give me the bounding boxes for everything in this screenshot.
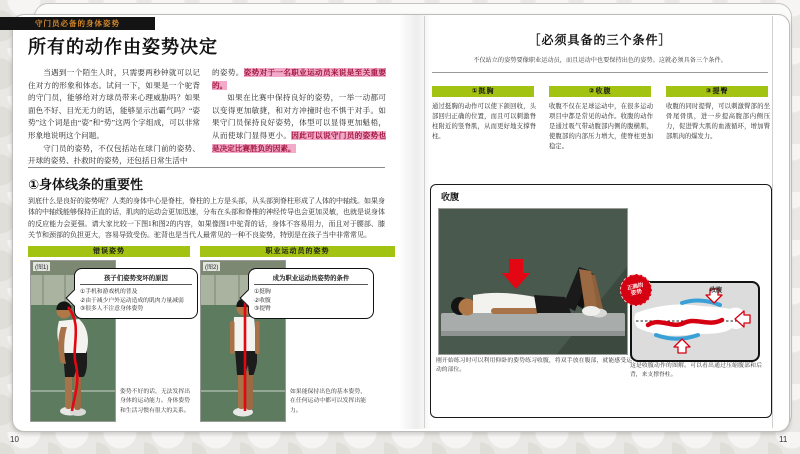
condition3-body: 收腹的同时提臀，可以刺激臀部的坐骨尾骨肌，进一步提高腹部内侧压力，促进臀大肌的血液循环，增加臀部肌肉的爆发力。: [666, 103, 770, 141]
right-page-title: ［必须具备的三个条件］: [528, 33, 672, 47]
figure2-bubble-item: ②收腹: [254, 297, 271, 304]
page-edge-line: [772, 16, 773, 428]
figure2-bubble-title: 成为职业运动员姿势的条件: [254, 273, 368, 285]
intro-paragraph-1: 当遇到一个陌生人时，只需要两秒钟就可以记住对方的形象和体态。试问一下，如果是一个驼背的守门员，能够给对方球员带来心理威胁吗？如果面色不好、目光无力的话，能够显示出霸气吗？“姿势”这个词是由“姿”和“势”这两个字组成，可以非常形象地说明这个问题。: [28, 68, 200, 140]
condition3-header: ③提臀: [666, 86, 768, 97]
condition1-body: 通过挺胸的动作可以使下颌回收，头部回归正确的位置，而且可以刺激脊柱附近的竖脊肌，从而更好地支撑脊柱。: [432, 103, 536, 141]
section-divider: [28, 167, 385, 168]
up-arrow-icon: [674, 339, 690, 353]
practice-box-title: 收腹: [441, 192, 460, 202]
condition2-body: 收腹不仅在足球运动中，在很多运动项目中都是常见的动作。收腹的动作是通过吸气带动腹部内侧的腹横肌，使腹部的内部压力增大，使脊柱更加稳定。: [549, 103, 653, 151]
intro-paragraph-2-continued: [212, 67, 386, 92]
figure1-bubble-item: ①手机和游戏机的普及: [80, 289, 138, 295]
section-body: 到底什么是良好的姿势呢？人类的身体中心是脊柱，脊柱的上方是头部，从头部到脊柱形成了人体的中轴线。如果身体的中轴线能够保持正直的话，肌肉的运动会更加迅速，分布在头部和脊椎的神经传导也会更加灵敏，也就是说身体的反应能力会更强。请大家比较一下图1和图2的内容，如果像图1中驼背的话，身体不容易用力，而且对于腰部、膝关节和颈部的负担更大，容易导致受伤。驼背也是当代人最常见的一种不良姿势，特别是在孩子当中非常常见。: [28, 197, 385, 239]
intro-column-1: [28, 67, 200, 168]
section-heading: ①身体线条的重要性: [28, 177, 144, 192]
figure2-label: (图2): [203, 262, 220, 271]
figure1-header-bar: 错误姿势: [28, 246, 190, 257]
condition1-header: ①挺胸: [432, 86, 534, 97]
figure2-caption: 如果能保持出色的基本姿势，在任何运动中都可以发挥出能力。: [290, 389, 366, 414]
figure1-bubble-item: ③很多人不注意身体姿势: [80, 306, 144, 313]
right-page-number: 11: [779, 435, 788, 444]
spine-line-icon: [648, 320, 722, 325]
lying-exercise-photo: [438, 208, 628, 355]
badge-text: 正确的姿势: [626, 282, 645, 298]
left-page-title: 所有的动作由姿势决定: [28, 37, 218, 57]
practice-photo-caption: 刚开始练习时可以利用仰卧的姿势练习收腹，将双手放在腹部，就能感受运动的部位。: [436, 358, 632, 374]
right-page-divider: [432, 72, 768, 73]
intro-lead-text: 的姿势。: [212, 68, 244, 77]
intro-column-2: [212, 67, 386, 155]
left-page-number: 10: [10, 435, 19, 444]
fold-line: [424, 16, 425, 428]
intro-paragraph-3: [212, 92, 386, 155]
figure1-bubble-item: ②由于减少户外运动造成的肌肉力量减弱: [80, 297, 184, 304]
figure2-header-bar: 职业运动员的姿势: [200, 246, 395, 257]
chapter-tab: 守门员必备的身体姿势: [0, 17, 155, 30]
figure2-bubble-item: ③提臀: [254, 306, 271, 313]
highlight-sentence-2: 因此可以说守门员的姿势也是决定比赛胜负的因素。: [212, 130, 387, 153]
figure1-label: (图1): [33, 262, 50, 271]
condition2-header: ②收腹: [549, 86, 651, 97]
diagram-label: 收腹: [710, 288, 723, 294]
figure1-callout-bubble: [74, 268, 198, 319]
figure1-bubble-title: 孩子们姿势变坏的原因: [80, 273, 192, 285]
intro-paragraph-3-text: 如果在比赛中保持良好的姿势，一举一动都可以变得更加敏捷，和对方冲撞时也不惧于对手。如果守门员保持良好姿势，体型可以显得更加魁梧，从而使球门显得更小。: [212, 93, 386, 140]
figure1-caption: 姿势不好的话，无法发挥出身体的运动能力。身体姿势和生活习惯有很大的关系。: [120, 389, 190, 414]
figure2-bubble-item: ①挺胸: [254, 289, 271, 295]
figure2-callout-bubble: [248, 268, 374, 319]
page-fold: [398, 15, 432, 429]
intro-paragraph-2: 守门员的姿势，不仅包括站在球门前的姿势、开球的姿势、扑救时的姿势，还包括日常生活中: [28, 143, 200, 166]
highlight-sentence-1: 姿势对于一名职业运动员来说是至关重要的。: [212, 68, 387, 90]
right-page-subtitle: 不仅站立的姿势要像职业运动员，而且运动中也要保持出色的姿势。这就必须具备三个条件。: [473, 57, 727, 64]
diagram-caption: 这是收腹动作的图解。可以看出通过压缩腹部和后背，来支撑脊柱。: [630, 363, 762, 379]
